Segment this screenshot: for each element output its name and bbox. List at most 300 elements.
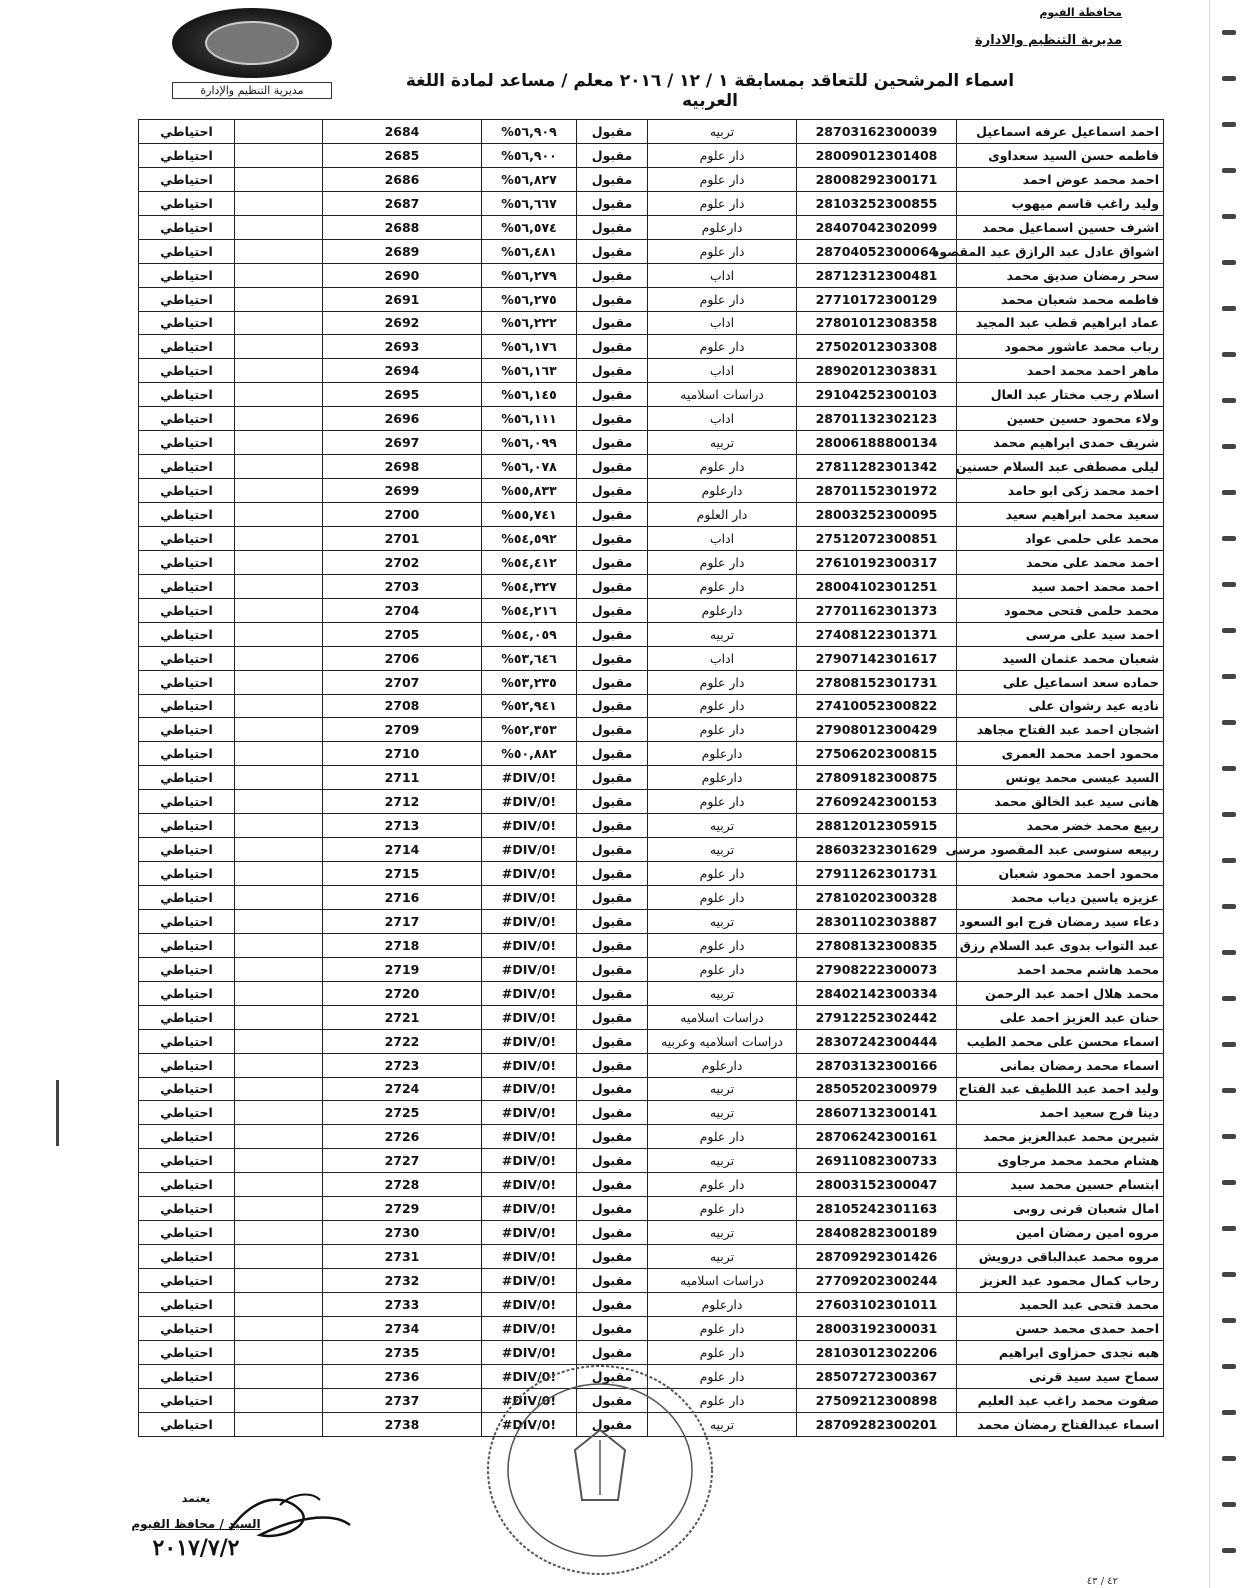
acceptance-status-cell: مقبول — [577, 311, 648, 335]
table-row — [139, 431, 1164, 455]
approval-label: يعتمد — [181, 1492, 211, 1505]
national-id-cell: 29104252300103 — [797, 383, 957, 407]
acceptance-status-cell: مقبول — [577, 670, 648, 694]
seat-number-cell: 2697 — [323, 431, 482, 455]
qualification-cell: تربيه — [648, 909, 797, 933]
reserve-status-cell: احتياطي — [139, 431, 235, 455]
score-cell: #DIV/0! — [482, 814, 577, 838]
reserve-status-cell: احتياطي — [139, 1388, 235, 1412]
qualification-cell: اداب — [648, 526, 797, 550]
acceptance-status-cell: مقبول — [577, 1197, 648, 1221]
acceptance-status-cell: مقبول — [577, 1053, 648, 1077]
seat-number-cell: 2719 — [323, 957, 482, 981]
seat-number-cell: 2700 — [323, 503, 482, 527]
qualification-cell: دار علوم — [648, 1197, 797, 1221]
binding-hole — [1222, 720, 1236, 725]
score-cell: %٥٢,٣٥٣ — [482, 718, 577, 742]
score-cell: %٥٦,٢٢٢ — [482, 311, 577, 335]
binding-hole — [1222, 1456, 1236, 1461]
table-row — [139, 383, 1164, 407]
blank-cell — [235, 1245, 323, 1269]
candidate-name-cell: محمود احمد محمود شعبان — [957, 862, 1164, 886]
blank-cell — [235, 1053, 323, 1077]
seat-number-cell: 2708 — [323, 694, 482, 718]
qualification-cell: اداب — [648, 359, 797, 383]
binding-hole — [1222, 766, 1236, 771]
blank-cell — [235, 191, 323, 215]
acceptance-status-cell: مقبول — [577, 1173, 648, 1197]
seat-number-cell: 2711 — [323, 766, 482, 790]
table-row — [139, 1029, 1164, 1053]
qualification-cell: تربيه — [648, 431, 797, 455]
seat-number-cell: 2709 — [323, 718, 482, 742]
seat-number-cell: 2731 — [323, 1245, 482, 1269]
candidate-name-cell: وليد احمد عبد اللطيف عبد الفتاح — [957, 1077, 1164, 1101]
score-cell: %٥٢,٩٤١ — [482, 694, 577, 718]
blank-cell — [235, 431, 323, 455]
candidate-name-cell: شريف حمدى ابراهيم محمد — [957, 431, 1164, 455]
qualification-cell: دارعلوم — [648, 479, 797, 503]
national-id-cell: 27506202300815 — [797, 742, 957, 766]
seat-number-cell: 2722 — [323, 1029, 482, 1053]
reserve-status-cell: احتياطي — [139, 574, 235, 598]
qualification-cell: دار علوم — [648, 335, 797, 359]
candidate-name-cell: السيد عيسى محمد يونس — [957, 766, 1164, 790]
table-row — [139, 335, 1164, 359]
blank-cell — [235, 287, 323, 311]
binding-hole — [1222, 444, 1236, 449]
candidate-name-cell: سعيد محمد ابراهيم سعيد — [957, 503, 1164, 527]
table-row — [139, 886, 1164, 910]
seat-number-cell: 2689 — [323, 239, 482, 263]
seat-number-cell: 2695 — [323, 383, 482, 407]
acceptance-status-cell: مقبول — [577, 1005, 648, 1029]
qualification-cell: تربيه — [648, 1101, 797, 1125]
score-cell: %٥٦,٤٨١ — [482, 239, 577, 263]
reserve-status-cell: احتياطي — [139, 886, 235, 910]
reserve-status-cell: احتياطي — [139, 335, 235, 359]
score-cell: #DIV/0! — [482, 1364, 577, 1388]
seat-number-cell: 2716 — [323, 886, 482, 910]
national-id-cell: 28003152300047 — [797, 1173, 957, 1197]
blank-cell — [235, 383, 323, 407]
seat-number-cell: 2733 — [323, 1292, 482, 1316]
national-id-cell: 28607132300141 — [797, 1101, 957, 1125]
qualification-cell: دار علوم — [648, 718, 797, 742]
candidate-name-cell: محمود احمد محمد العمرى — [957, 742, 1164, 766]
national-id-cell: 28812012305915 — [797, 814, 957, 838]
score-cell: #DIV/0! — [482, 1292, 577, 1316]
table-row — [139, 1101, 1164, 1125]
acceptance-status-cell: مقبول — [577, 431, 648, 455]
score-cell: #DIV/0! — [482, 1316, 577, 1340]
national-id-cell: 28704052300064 — [797, 239, 957, 263]
table-row — [139, 143, 1164, 167]
national-id-cell: 28902012303831 — [797, 359, 957, 383]
reserve-status-cell: احتياطي — [139, 120, 235, 144]
binding-hole — [1222, 1226, 1236, 1231]
qualification-cell: اداب — [648, 407, 797, 431]
qualification-cell: دارعلوم — [648, 742, 797, 766]
acceptance-status-cell: مقبول — [577, 1029, 648, 1053]
blank-cell — [235, 933, 323, 957]
candidate-name-cell: عبد التواب بدوى عبد السلام رزق — [957, 933, 1164, 957]
table-row — [139, 838, 1164, 862]
national-id-cell: 28402142300334 — [797, 981, 957, 1005]
score-cell: %٥٦,٩٠٩ — [482, 120, 577, 144]
candidate-name-cell: ولاء محمود حسين حسين — [957, 407, 1164, 431]
blank-cell — [235, 766, 323, 790]
candidate-name-cell: محمد حلمى فتحى محمود — [957, 598, 1164, 622]
table-row — [139, 120, 1164, 144]
acceptance-status-cell: مقبول — [577, 263, 648, 287]
reserve-status-cell: احتياطي — [139, 143, 235, 167]
blank-cell — [235, 167, 323, 191]
national-id-cell: 28712312300481 — [797, 263, 957, 287]
acceptance-status-cell: مقبول — [577, 1364, 648, 1388]
score-cell: #DIV/0! — [482, 957, 577, 981]
qualification-cell: دار علوم — [648, 574, 797, 598]
candidate-name-cell: عماد ابراهيم قطب عبد المجيد — [957, 311, 1164, 335]
acceptance-status-cell: مقبول — [577, 359, 648, 383]
binding-hole — [1222, 582, 1236, 587]
score-cell: %٥٤,٣٢٧ — [482, 574, 577, 598]
acceptance-status-cell: مقبول — [577, 1101, 648, 1125]
qualification-cell: دار علوم — [648, 143, 797, 167]
binding-hole — [1222, 628, 1236, 633]
candidate-name-cell: عزيزه ياسين دياب محمد — [957, 886, 1164, 910]
binding-hole — [1222, 30, 1236, 35]
blank-cell — [235, 790, 323, 814]
department-logo — [172, 8, 332, 98]
seat-number-cell: 2703 — [323, 574, 482, 598]
seat-number-cell: 2720 — [323, 981, 482, 1005]
candidate-name-cell: احمد محمد على محمد — [957, 550, 1164, 574]
qualification-cell: تربيه — [648, 1077, 797, 1101]
reserve-status-cell: احتياطي — [139, 1029, 235, 1053]
candidate-name-cell: مروه امين رمضان امين — [957, 1221, 1164, 1245]
qualification-cell: دار علوم — [648, 239, 797, 263]
seat-number-cell: 2715 — [323, 862, 482, 886]
candidate-name-cell: رحاب كمال محمود عبد العزيز — [957, 1269, 1164, 1293]
acceptance-status-cell: مقبول — [577, 598, 648, 622]
score-cell: %٥٥,٧٤١ — [482, 503, 577, 527]
score-cell: %٥٤,٢١٦ — [482, 598, 577, 622]
acceptance-status-cell: مقبول — [577, 191, 648, 215]
national-id-cell: 27912252302442 — [797, 1005, 957, 1029]
acceptance-status-cell: مقبول — [577, 550, 648, 574]
reserve-status-cell: احتياطي — [139, 814, 235, 838]
national-id-cell: 27408122301371 — [797, 622, 957, 646]
qualification-cell: تربيه — [648, 1412, 797, 1436]
table-row — [139, 1149, 1164, 1173]
binding-hole — [1222, 536, 1236, 541]
table-row — [139, 215, 1164, 239]
seat-number-cell: 2705 — [323, 622, 482, 646]
table-row — [139, 1221, 1164, 1245]
seat-number-cell: 2717 — [323, 909, 482, 933]
national-id-cell: 28507272300367 — [797, 1364, 957, 1388]
reserve-status-cell: احتياطي — [139, 287, 235, 311]
blank-cell — [235, 574, 323, 598]
table-row — [139, 694, 1164, 718]
reserve-status-cell: احتياطي — [139, 407, 235, 431]
qualification-cell: تربيه — [648, 120, 797, 144]
candidate-name-cell: هبه نجدى حمزاوى ابراهيم — [957, 1340, 1164, 1364]
acceptance-status-cell: مقبول — [577, 167, 648, 191]
national-id-cell: 28709282300201 — [797, 1412, 957, 1436]
national-id-cell: 27710172300129 — [797, 287, 957, 311]
seat-number-cell: 2735 — [323, 1340, 482, 1364]
seat-number-cell: 2699 — [323, 479, 482, 503]
seat-number-cell: 2704 — [323, 598, 482, 622]
qualification-cell: دارعلوم — [648, 215, 797, 239]
qualification-cell: دار علوم — [648, 862, 797, 886]
table-row — [139, 742, 1164, 766]
qualification-cell: دار علوم — [648, 287, 797, 311]
national-id-cell: 28307242300444 — [797, 1029, 957, 1053]
reserve-status-cell: احتياطي — [139, 718, 235, 742]
score-cell: %٥٦,٢٧٩ — [482, 263, 577, 287]
qualification-cell: دراسات اسلاميه — [648, 1005, 797, 1029]
blank-cell — [235, 981, 323, 1005]
seat-number-cell: 2726 — [323, 1125, 482, 1149]
candidate-name-cell: ربيع محمد خضر محمد — [957, 814, 1164, 838]
seat-number-cell: 2728 — [323, 1173, 482, 1197]
national-id-cell: 27911262301731 — [797, 862, 957, 886]
blank-cell — [235, 1029, 323, 1053]
candidate-name-cell: اسلام رجب مختار عبد العال — [957, 383, 1164, 407]
national-id-cell: 28603232301629 — [797, 838, 957, 862]
national-id-cell: 28004102301251 — [797, 574, 957, 598]
national-id-cell: 27907142301617 — [797, 646, 957, 670]
binding-hole — [1222, 1410, 1236, 1415]
score-cell: %٥٦,٢٧٥ — [482, 287, 577, 311]
national-id-cell: 27610192300317 — [797, 550, 957, 574]
acceptance-status-cell: مقبول — [577, 957, 648, 981]
binding-hole — [1222, 306, 1236, 311]
table-row — [139, 981, 1164, 1005]
table-row — [139, 550, 1164, 574]
score-cell: %٥٥,٨٣٣ — [482, 479, 577, 503]
reserve-status-cell: احتياطي — [139, 694, 235, 718]
score-cell: %٥٠,٨٨٢ — [482, 742, 577, 766]
binding-hole — [1222, 1134, 1236, 1139]
score-cell: %٥٦,٨٢٧ — [482, 167, 577, 191]
acceptance-status-cell: مقبول — [577, 1340, 648, 1364]
table-row — [139, 455, 1164, 479]
governorate-label: محافظة الفيوم — [1039, 6, 1122, 19]
reserve-status-cell: احتياطي — [139, 359, 235, 383]
table-row — [139, 287, 1164, 311]
candidate-name-cell: احمد سيد على مرسى — [957, 622, 1164, 646]
table-row — [139, 1245, 1164, 1269]
national-id-cell: 28006188800134 — [797, 431, 957, 455]
qualification-cell: دار علوم — [648, 886, 797, 910]
candidate-name-cell: اسماء عبدالفتاح رمضان محمد — [957, 1412, 1164, 1436]
national-id-cell: 28103012302206 — [797, 1340, 957, 1364]
acceptance-status-cell: مقبول — [577, 1316, 648, 1340]
blank-cell — [235, 1221, 323, 1245]
acceptance-status-cell: مقبول — [577, 1388, 648, 1412]
binding-hole — [1222, 950, 1236, 955]
qualification-cell: دراسات اسلاميه وعربيه — [648, 1029, 797, 1053]
qualification-cell: تربيه — [648, 1149, 797, 1173]
candidate-name-cell: ليلى مصطفى عبد السلام حسنين — [957, 455, 1164, 479]
seat-number-cell: 2721 — [323, 1005, 482, 1029]
acceptance-status-cell: مقبول — [577, 383, 648, 407]
candidate-name-cell: احمد حمدى محمد حسن — [957, 1316, 1164, 1340]
seat-number-cell: 2713 — [323, 814, 482, 838]
binding-hole — [1222, 1548, 1236, 1553]
binding-hole — [1222, 260, 1236, 265]
candidate-name-cell: ماهر احمد محمد احمد — [957, 359, 1164, 383]
score-cell: #DIV/0! — [482, 909, 577, 933]
reserve-status-cell: احتياطي — [139, 622, 235, 646]
table-row — [139, 646, 1164, 670]
score-cell: %٥٦,٦٦٧ — [482, 191, 577, 215]
national-id-cell: 27808152301731 — [797, 670, 957, 694]
acceptance-status-cell: مقبول — [577, 287, 648, 311]
table-row — [139, 1316, 1164, 1340]
candidate-name-cell: هشام محمد محمد مرجاوى — [957, 1149, 1164, 1173]
candidate-name-cell: احمد محمد زكى ابو حامد — [957, 479, 1164, 503]
table-row — [139, 1053, 1164, 1077]
binding-hole — [1222, 398, 1236, 403]
reserve-status-cell: احتياطي — [139, 981, 235, 1005]
blank-cell — [235, 359, 323, 383]
qualification-cell: تربيه — [648, 838, 797, 862]
table-row — [139, 1077, 1164, 1101]
score-cell: #DIV/0! — [482, 1412, 577, 1436]
qualification-cell: تربيه — [648, 622, 797, 646]
score-cell: #DIV/0! — [482, 1005, 577, 1029]
reserve-status-cell: احتياطي — [139, 1221, 235, 1245]
candidate-name-cell: مروه محمد عبدالباقى درويش — [957, 1245, 1164, 1269]
acceptance-status-cell: مقبول — [577, 862, 648, 886]
blank-cell — [235, 407, 323, 431]
candidate-name-cell: محمد على حلمى عواد — [957, 526, 1164, 550]
qualification-cell: دار علوم — [648, 790, 797, 814]
binding-hole — [1222, 214, 1236, 219]
acceptance-status-cell: مقبول — [577, 335, 648, 359]
national-id-cell: 27811282301342 — [797, 455, 957, 479]
candidate-name-cell: محمد هاشم محمد احمد — [957, 957, 1164, 981]
table-row — [139, 814, 1164, 838]
blank-cell — [235, 1388, 323, 1412]
candidate-name-cell: اشرف حسين اسماعيل محمد — [957, 215, 1164, 239]
qualification-cell: دار علوم — [648, 1340, 797, 1364]
blank-cell — [235, 862, 323, 886]
candidate-name-cell: اسماء محسن على محمد الطيب — [957, 1029, 1164, 1053]
national-id-cell: 27603102301011 — [797, 1292, 957, 1316]
score-cell: %٥٤,٥٩٢ — [482, 526, 577, 550]
seat-number-cell: 2693 — [323, 335, 482, 359]
candidate-name-cell: اشجان احمد عبد الفتاح مجاهد — [957, 718, 1164, 742]
seat-number-cell: 2707 — [323, 670, 482, 694]
reserve-status-cell: احتياطي — [139, 1364, 235, 1388]
qualification-cell: دار علوم — [648, 191, 797, 215]
national-id-cell: 28008292300171 — [797, 167, 957, 191]
table-row — [139, 1173, 1164, 1197]
score-cell: #DIV/0! — [482, 1101, 577, 1125]
table-row — [139, 1197, 1164, 1221]
score-cell: #DIV/0! — [482, 862, 577, 886]
reserve-status-cell: احتياطي — [139, 742, 235, 766]
logo-caption: مديرية التنظيم والإدارة — [172, 82, 332, 99]
candidate-name-cell: سماح سيد سيد قرنى — [957, 1364, 1164, 1388]
table-row — [139, 718, 1164, 742]
reserve-status-cell: احتياطي — [139, 550, 235, 574]
seat-number-cell: 2738 — [323, 1412, 482, 1436]
qualification-cell: دار العلوم — [648, 503, 797, 527]
candidate-name-cell: ناديه عيد رشوان على — [957, 694, 1164, 718]
qualification-cell: دار علوم — [648, 933, 797, 957]
qualification-cell: اداب — [648, 311, 797, 335]
blank-cell — [235, 1077, 323, 1101]
qualification-cell: دار علوم — [648, 957, 797, 981]
table-row — [139, 933, 1164, 957]
national-id-cell: 28703132300166 — [797, 1053, 957, 1077]
table-row — [139, 263, 1164, 287]
national-id-cell: 28105242301163 — [797, 1197, 957, 1221]
seat-number-cell: 2701 — [323, 526, 482, 550]
acceptance-status-cell: مقبول — [577, 646, 648, 670]
candidate-name-cell: دينا فرج سعيد احمد — [957, 1101, 1164, 1125]
reserve-status-cell: احتياطي — [139, 1005, 235, 1029]
candidate-name-cell: شعبان محمد عثمان السيد — [957, 646, 1164, 670]
binding-hole — [1222, 996, 1236, 1001]
score-cell: #DIV/0! — [482, 1269, 577, 1293]
blank-cell — [235, 814, 323, 838]
binding-hole — [1222, 1364, 1236, 1369]
qualification-cell: دارعلوم — [648, 1292, 797, 1316]
national-id-cell: 28703162300039 — [797, 120, 957, 144]
qualification-cell: دارعلوم — [648, 766, 797, 790]
national-id-cell: 27502012303308 — [797, 335, 957, 359]
eagle-emblem-icon — [205, 21, 299, 65]
page-number: ٤٢ / ٤٣ — [1086, 1576, 1118, 1587]
candidate-name-cell: شيرين محمد عبدالعزيز محمد — [957, 1125, 1164, 1149]
score-cell: %٥٤,٠٥٩ — [482, 622, 577, 646]
seat-number-cell: 2712 — [323, 790, 482, 814]
binding-hole — [1222, 812, 1236, 817]
reserve-status-cell: احتياطي — [139, 1101, 235, 1125]
blank-cell — [235, 646, 323, 670]
candidate-name-cell: احمد اسماعيل عرفه اسماعيل — [957, 120, 1164, 144]
binding-hole — [1222, 1272, 1236, 1277]
reserve-status-cell: احتياطي — [139, 1077, 235, 1101]
seat-number-cell: 2686 — [323, 167, 482, 191]
qualification-cell: دار علوم — [648, 1388, 797, 1412]
reserve-status-cell: احتياطي — [139, 215, 235, 239]
table-row — [139, 191, 1164, 215]
national-id-cell: 26911082300733 — [797, 1149, 957, 1173]
blank-cell — [235, 1005, 323, 1029]
acceptance-status-cell: مقبول — [577, 886, 648, 910]
score-cell: #DIV/0! — [482, 933, 577, 957]
reserve-status-cell: احتياطي — [139, 957, 235, 981]
score-cell: %٥٤,٤١٢ — [482, 550, 577, 574]
score-cell: %٥٦,١٤٥ — [482, 383, 577, 407]
table-row — [139, 479, 1164, 503]
score-cell: #DIV/0! — [482, 981, 577, 1005]
table-row — [139, 407, 1164, 431]
blank-cell — [235, 598, 323, 622]
table-row — [139, 167, 1164, 191]
reserve-status-cell: احتياطي — [139, 503, 235, 527]
blank-cell — [235, 957, 323, 981]
